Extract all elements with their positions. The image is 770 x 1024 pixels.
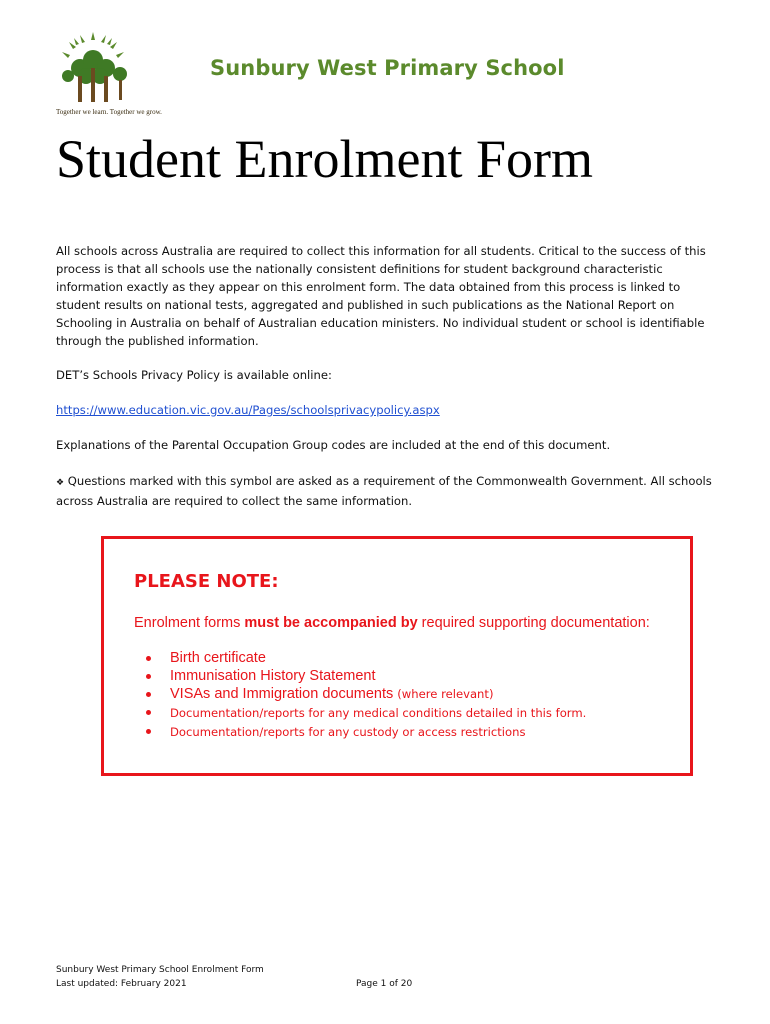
lead-text-bold: must be accompanied by [244,615,418,631]
list-item-text: Documentation/reports for any medical conditions detailed in this form. [170,706,587,720]
page-footer [56,963,264,991]
list-item-text: Immunisation History Statement [170,668,376,684]
list-item [144,723,586,741]
svg-text:Together we learn. Together we: Together we learn. Together we grow. [56,108,162,116]
please-note-box [101,536,693,776]
footer-form-name: Sunbury West Primary School Enrolment Form [56,965,264,975]
school-logo [38,30,162,120]
list-item [144,667,586,685]
privacy-link-line [56,401,716,419]
required-documents-list [144,649,586,741]
list-item [144,704,586,722]
list-item-text: Birth certificate [170,650,266,666]
list-item [144,685,586,703]
list-item-text: VISAs and Immigration documents [170,686,394,702]
explanation-text: Explanations of the Parental Occupation Group codes are included at the end of this document. [56,438,611,452]
footer-last-updated: Last updated: February 2021 [56,979,187,989]
diamond-symbol-icon: ❖ [56,478,65,488]
school-name: Sunbury West Primary School [210,56,565,80]
questions-text: Questions marked with this symbol are asked as a requirement of the Commonwealth Government. All schools across Australia are required to collect the same information. [56,474,712,508]
lead-text-after: required supporting documentation: [417,615,650,631]
lead-text-before: Enrolment forms [134,615,245,631]
questions-note [56,472,716,510]
please-note-lead [134,615,650,631]
intro-paragraph: All schools across Australia are required to collect this information for all students. Critical to the success of this process is that all schools use the nationally consistent definitions for student background characteristic information exactly as they appear on this enrolment form. The data obtained from this process is linked to student results on national tests, aggregated and published in such publications as the National Report on Schooling in Australia on behalf of Australian education ministers. No individual student or school is identifiable through the published information. [56,244,706,348]
list-item-text: Documentation/reports for any custody or access restrictions [170,725,526,739]
please-note-heading: PLEASE NOTE: [134,571,279,592]
page-number: Page 1 of 20 [356,979,413,989]
visa-suffix: (where relevant) [397,687,494,701]
privacy-text: DET’s Schools Privacy Policy is available online: [56,368,332,382]
privacy-policy-link[interactable]: https://www.education.vic.gov.au/Pages/schoolsprivacypolicy.aspx [56,403,440,417]
school-logo-icon [38,30,162,120]
page-title: Student Enrolment Form [56,129,593,189]
list-item [144,649,586,667]
